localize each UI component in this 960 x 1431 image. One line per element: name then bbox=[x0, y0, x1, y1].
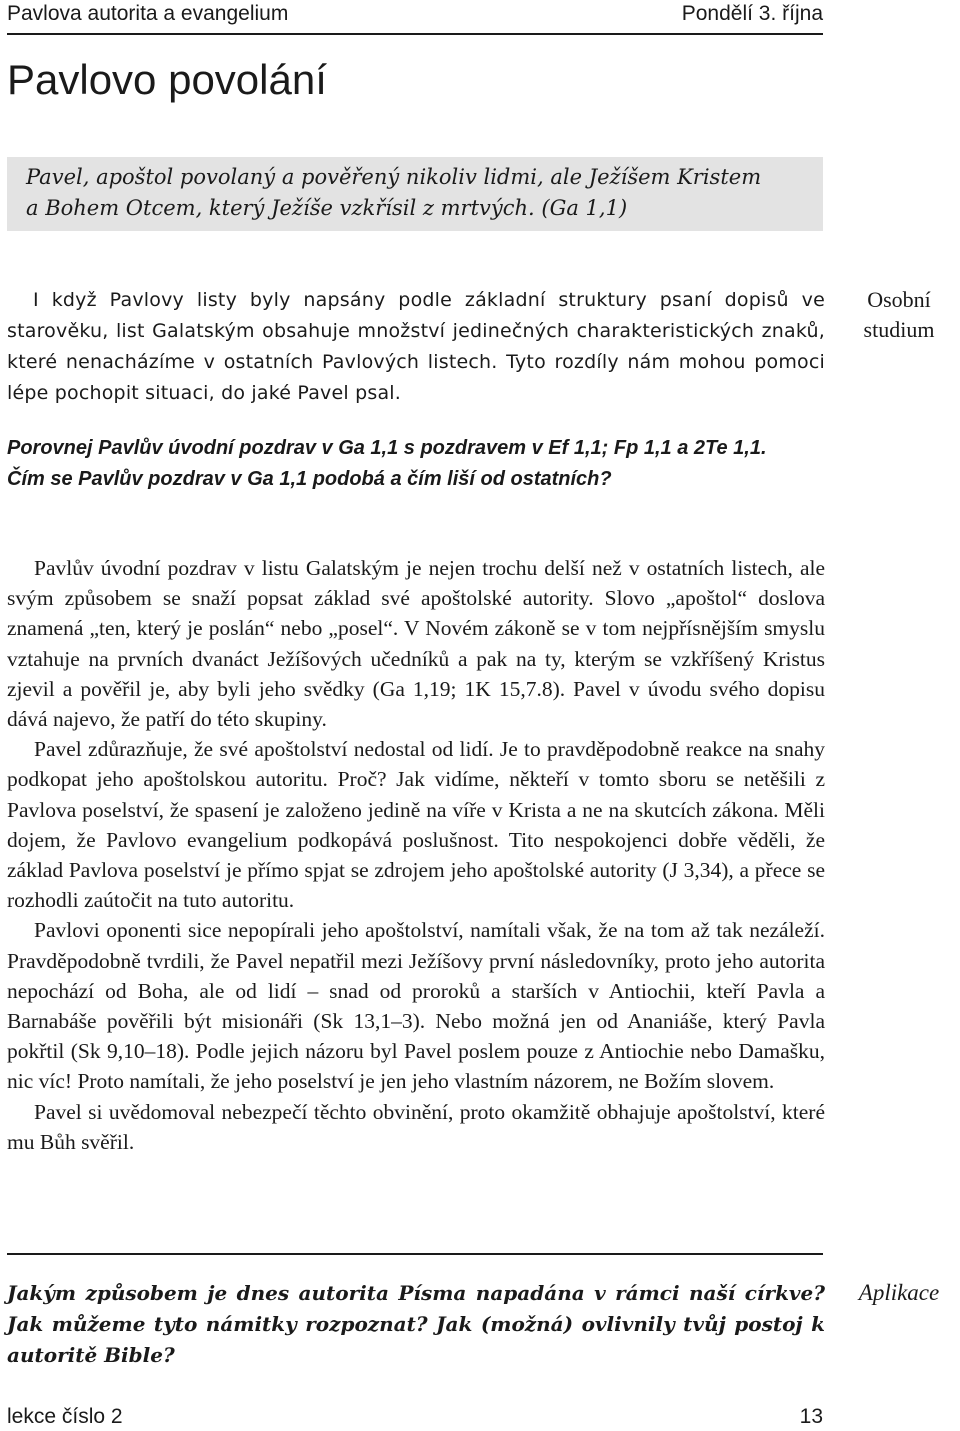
body-paragraph: Pavlovi oponenti sice nepopírali jeho apoštolství, namítali však, že na tom až tak nezáleží. Pravděpodobně tvrdili, že Pavel nepatřil mezi Ježíšovy první následovníky, proto jeho autorita nepochází od Boha, ale od lidí – snad od proroků a starších v Antiochii, kteří Pavla a Barnabáše pověřili být misionáři (Sk 13,1–3). Nebo možná jen od Ananiáše, který Pavla pokřtil (Sk 9,10–18). Podle jejich názoru byl Pavel poslem pouze z Antiochie nebo Damašku, nic víc! Proto namítali, že jeho poselství je jen jeho vlastním názorem, ne Božím slovem. bbox=[7, 918, 825, 1094]
running-header-date: Pondělí 3. října bbox=[681, 2, 823, 25]
body-paragraph: Pavel si uvědomoval nebezpečí těchto obvinění, proto okamžitě obhajuje apoštolství, které mu Bůh svěřil. bbox=[7, 1099, 825, 1154]
page-number: 13 bbox=[799, 1405, 823, 1428]
running-header-left: Pavlova autorita a evangelium bbox=[7, 2, 289, 25]
study-question: Porovnej Pavlův úvodní pozdrav v Ga 1,1 s pozdravem v Ef 1,1; Fp 1,1 a 2Te 1,1. Čím se Pavlův pozdrav v Ga 1,1 podobá a čím liší od ostatních? bbox=[7, 437, 767, 490]
body-paragraph: Pavel zdůrazňuje, že své apoštolství nedostal od lidí. Je to pravděpodobně reakce na snahy podkopat jeho apoštolskou autoritu. Proč? Jak vidíme, někteří v tomto sboru se netěšili z Pavlova poselství, že spasení je založeno jedině na víře v Krista a ne na skutcích zákona. Měli dojem, že Pavlovo evangelium podkopává poslušnost. Tito nespokojenci dobře věděli, že základ Pavlova poselství je přímo spjat se zdrojem jeho apoštolské autority (J 3,34), a přece se rozhodli zaútočit na tuto autoritu. bbox=[7, 737, 825, 913]
footer-lesson-label: lekce číslo 2 bbox=[7, 1405, 123, 1428]
body-paragraph: Pavlův úvodní pozdrav v listu Galatským je nejen trochu delší než v ostatních listech, ale svým způsobem se snaží popsat základ své apoštolské autority. Slovo „apoštol“ doslova znamená „ten, který je poslán“ nebo „posel“. V Novém zákoně se v tom nejpřísnějším smyslu vztahuje na prvních dvanáct Ježíšových učedníků a pak na ty, kterým se vzkříšený Kristus zjevil a pověřil je, aby byli jeho svědky (Ga 1,19; 1K 15,7.8). Pavel v úvodu svého dopisu dává najevo, že patří do této skupiny. bbox=[7, 556, 825, 732]
intro-paragraph: I když Pavlovy listy byly napsány podle základní struktury psaní dopisů ve starověku, list Galatským obsahuje množství jedinečných charakteristických znaků, které nenacházíme v ostatních Pavlových listech. Tyto rozdíly nám mohou pomoci lépe pochopit situaci, do jaké Pavel psal. bbox=[7, 289, 825, 404]
application-rule bbox=[7, 1253, 823, 1255]
sidebar-label-personal-study: Osobní studium bbox=[863, 287, 935, 342]
header-rule bbox=[7, 33, 823, 35]
sidebar-label-application: Aplikace bbox=[858, 1280, 940, 1305]
commentary-body bbox=[7, 553, 825, 1157]
memory-verse: Pavel, apoštol povolaný a pověřený nikoliv lidmi, ale Ježíšem Kristem a Bohem Otcem, který Ježíše vzkřísil z mrtvých. (Ga 1,1) bbox=[26, 165, 762, 220]
page-title: Pavlovo povolání bbox=[7, 56, 327, 103]
application-questions: Jakým způsobem je dnes autorita Písma napadána v rámci naší církve? Jak můžeme tyto námitky rozpoznat? Jak (možná) ovlivnily tvůj postoj k autoritě Bible? bbox=[7, 1281, 825, 1367]
